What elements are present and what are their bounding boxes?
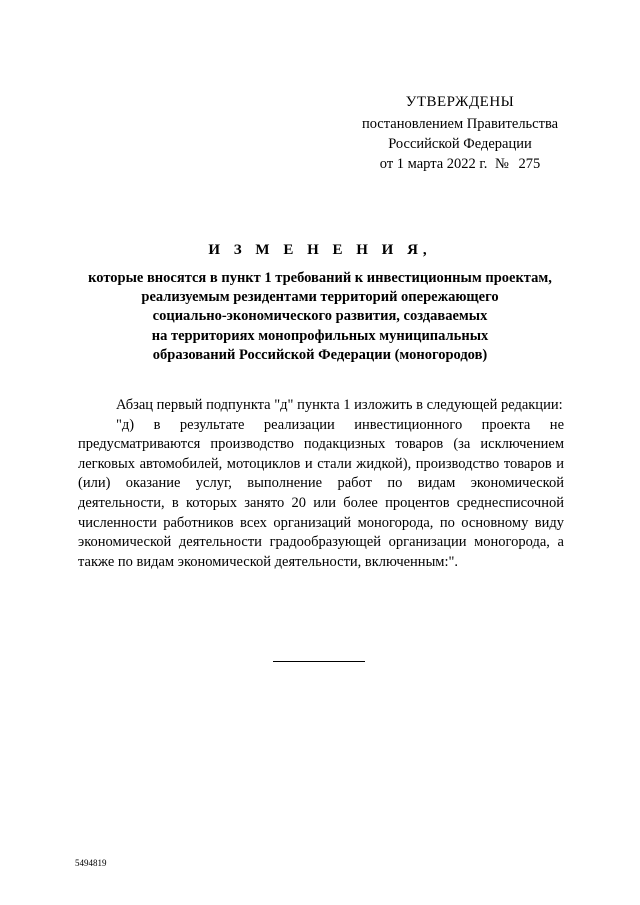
- approval-line-government: Российской Федерации: [388, 136, 532, 152]
- approval-number-sign: №: [495, 156, 509, 172]
- body-paragraph-intro: Абзац первый подпункта "д" пункта 1 изложить в следующей редакции:: [116, 397, 563, 413]
- body-paragraph-amendment: "д) в результате реализации инвестиционного проекта не предусматриваются производство подакцизных товаров (за исключением легковых автомобилей, мотоциклов и стали жидкой), производство товаров и (или) оказание услуг, выполнение работ по видам экономической деятельности, в которых занято 20 или более процентов среднесписочной численности работников всех организаций моногорода, по основному виду экономической деятельности градообразующей организации моногорода, а также по видам экономической деятельности, включенным:".: [78, 416, 564, 570]
- document-title: И З М Е Н Е Н И Я,: [208, 242, 432, 258]
- approval-date-line: [340, 154, 580, 174]
- approval-stamp: [340, 92, 580, 174]
- document-heading: [60, 240, 580, 365]
- closing-divider: [273, 661, 365, 662]
- document-subtitle-line: образований Российской Федерации (моногородов): [152, 346, 488, 363]
- document-subtitle-line: социально-экономического развития, создаваемых: [152, 308, 488, 325]
- document-body: [78, 396, 564, 572]
- approval-date: от 1 марта 2022 г.: [379, 156, 488, 172]
- approval-title: УТВЕРЖДЕНЫ: [405, 94, 515, 110]
- approval-number: 275: [518, 156, 541, 172]
- document-code: 5494819: [75, 858, 107, 868]
- document-subtitle-line: на территориях монопрофильных муниципальных: [151, 327, 489, 344]
- approval-line-resolution: постановлением Правительства: [361, 116, 559, 132]
- document-subtitle-line: которые вносятся в пункт 1 требований к инвестиционным проектам,: [88, 270, 552, 286]
- document-subtitle-line: реализуемым резидентами территорий опережающего: [141, 289, 499, 306]
